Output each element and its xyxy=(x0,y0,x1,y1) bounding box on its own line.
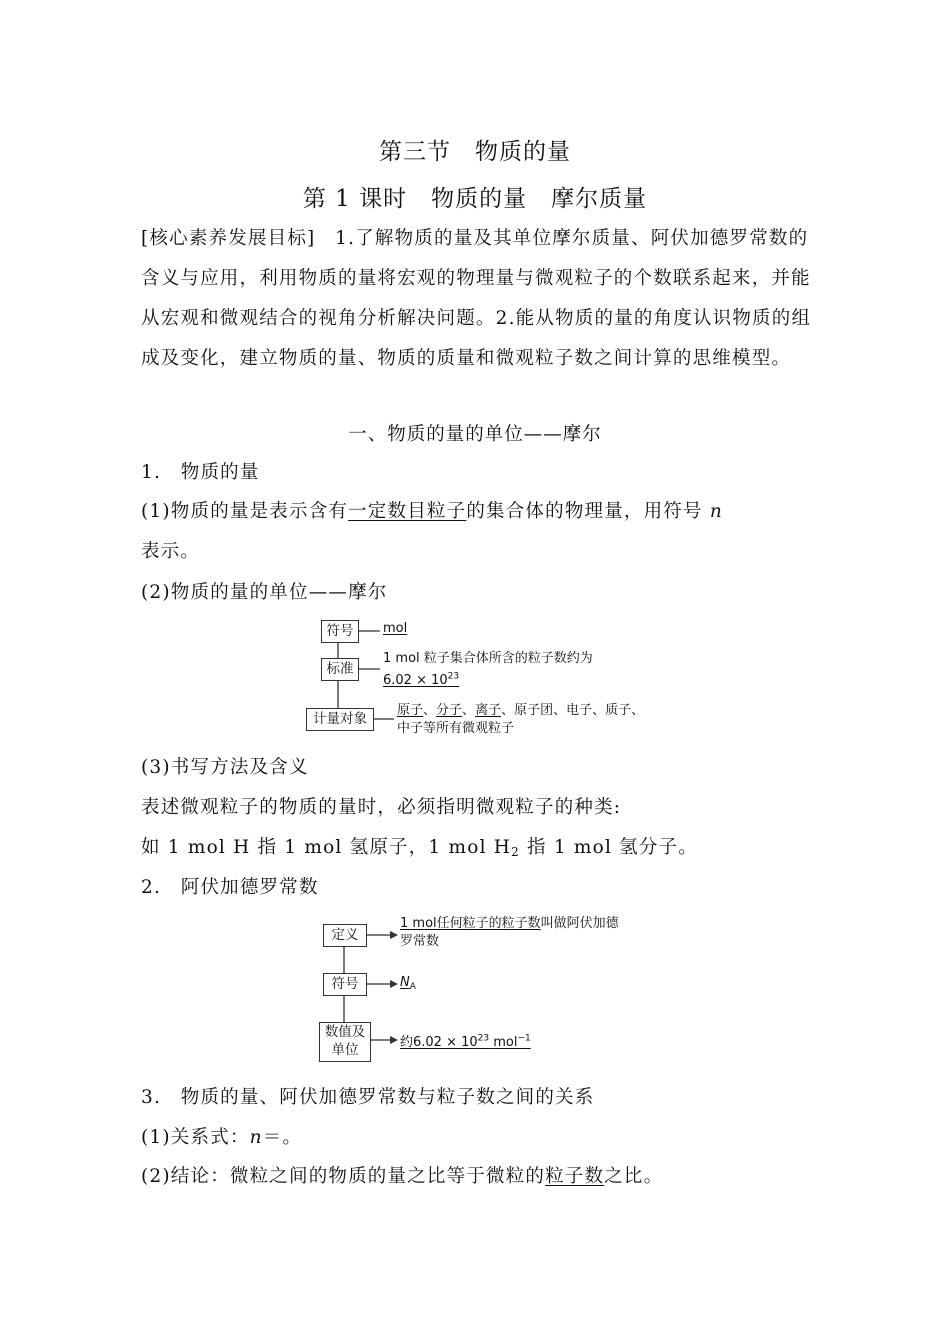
p6-n: n xyxy=(249,1127,263,1148)
definition-rest: 叫做阿伏加德 xyxy=(540,916,619,931)
object-atom: 原子 xyxy=(397,703,424,718)
box-value-l1: 数值及 xyxy=(324,1024,366,1040)
core-goals-paragraph xyxy=(141,219,816,379)
value-unit-exp: −1 xyxy=(517,1034,531,1044)
paragraph-relation xyxy=(141,1123,302,1149)
box-symbol-2: 符号 xyxy=(323,973,367,996)
p7-pre: (2)结论：微粒之间的物质的量之比等于微粒的 xyxy=(141,1166,546,1187)
value-underline xyxy=(400,1035,531,1050)
p1-pre: (1)物质的量是表示含有 xyxy=(141,501,349,522)
object-text xyxy=(397,702,644,738)
definition-underline: 1 mol任何粒子的粒子数 xyxy=(400,916,541,931)
box-standard: 标准 xyxy=(321,658,359,681)
item-3-heading: 3. 物质的量、阿伏加德罗常数与粒子数之间的关系 xyxy=(141,1087,595,1108)
p6-post: ＝。 xyxy=(262,1127,303,1148)
value-text xyxy=(400,1030,531,1052)
goals-text: 1.了解物质的量及其单位摩尔质量、阿伏加德罗常数的含义与应用，利用物质的量将宏观的物理量与微观粒子的个数联系起来，并能从宏观和微观结合的视角分析解决问题。2.能从物质的量的角度认识物质的组成及变化，建立物质的量、物质的质量和微观粒子数之间计算的思维模型。 xyxy=(141,228,812,369)
box-value-l2: 单位 xyxy=(331,1042,359,1058)
paragraph-example xyxy=(141,833,698,859)
p6-pre: (1)关系式： xyxy=(141,1127,250,1148)
p7-post: 之比。 xyxy=(604,1166,664,1187)
symbol-NA-underline xyxy=(400,975,416,990)
section-heading: 一、物质的量的单位——摩尔 xyxy=(348,424,602,445)
p5-sub: 2 xyxy=(511,845,520,859)
item-2-heading: 2. 阿伏加德罗常数 xyxy=(141,877,319,898)
value-exp: 23 xyxy=(477,1034,490,1044)
standard-line1: 1 mol 粒子集合体所含的粒子数约为 xyxy=(383,651,593,666)
paragraph-writing: (3)书写方法及含义 xyxy=(141,757,309,778)
mole-unit-diagram xyxy=(300,615,660,745)
p1-underline: 一定数目粒子 xyxy=(348,501,467,522)
avogadro-diagram xyxy=(310,912,650,1062)
p1-symbol: n xyxy=(709,501,723,522)
box-symbol: 符号 xyxy=(321,620,359,643)
box-value-unit xyxy=(319,1022,371,1062)
standard-number: 6.02 × 10 xyxy=(383,673,448,689)
section-title: 第三节 物质的量 xyxy=(379,139,571,165)
object-ion: 离子 xyxy=(475,703,502,718)
box-definition: 定义 xyxy=(323,924,367,947)
p5-a: 如 1 mol H 指 1 mol 氢原子，1 mol H xyxy=(141,837,512,858)
value-unit: mol xyxy=(489,1035,518,1051)
sep2: 、 xyxy=(462,703,476,718)
p5-b: 指 1 mol 氢分子。 xyxy=(519,837,698,858)
paragraph-definition xyxy=(141,492,816,572)
definition-text xyxy=(400,915,619,951)
object-line2: 中子等所有微观粒子 xyxy=(397,721,515,736)
lesson-title: 第 1 课时 物质的量 摩尔质量 xyxy=(302,186,648,212)
sep1: 、 xyxy=(423,703,437,718)
symbol-NA xyxy=(400,974,416,996)
object-molecule: 分子 xyxy=(436,703,463,718)
box-object: 计量对象 xyxy=(306,708,374,731)
standard-line2 xyxy=(383,673,459,688)
paragraph-conclusion xyxy=(141,1162,663,1188)
symbol-mol: mol xyxy=(383,621,408,636)
goals-label: [核心素养发展目标] xyxy=(141,228,316,249)
p1-post: 的集合体的物理量，用符号 xyxy=(466,501,703,522)
standard-text xyxy=(383,650,593,690)
paragraph-unit: (2)物质的量的单位——摩尔 xyxy=(141,582,388,603)
symbol-N: N xyxy=(400,975,410,990)
p7-underline: 粒子数 xyxy=(545,1166,605,1187)
symbol-A: A xyxy=(409,982,416,992)
definition-line2: 罗常数 xyxy=(400,934,440,949)
item-1-heading: 1. 物质的量 xyxy=(141,462,260,483)
paragraph-expression: 表述微观粒子的物质的量时，必须指明微观粒子的种类: xyxy=(141,797,622,818)
object-rest: 、原子团、电子、质子、 xyxy=(501,703,645,718)
standard-exp: 23 xyxy=(447,672,460,682)
p1-end: 表示。 xyxy=(141,541,201,562)
value-number: 约6.02 × 10 xyxy=(400,1035,478,1051)
symbol-value xyxy=(383,620,407,638)
